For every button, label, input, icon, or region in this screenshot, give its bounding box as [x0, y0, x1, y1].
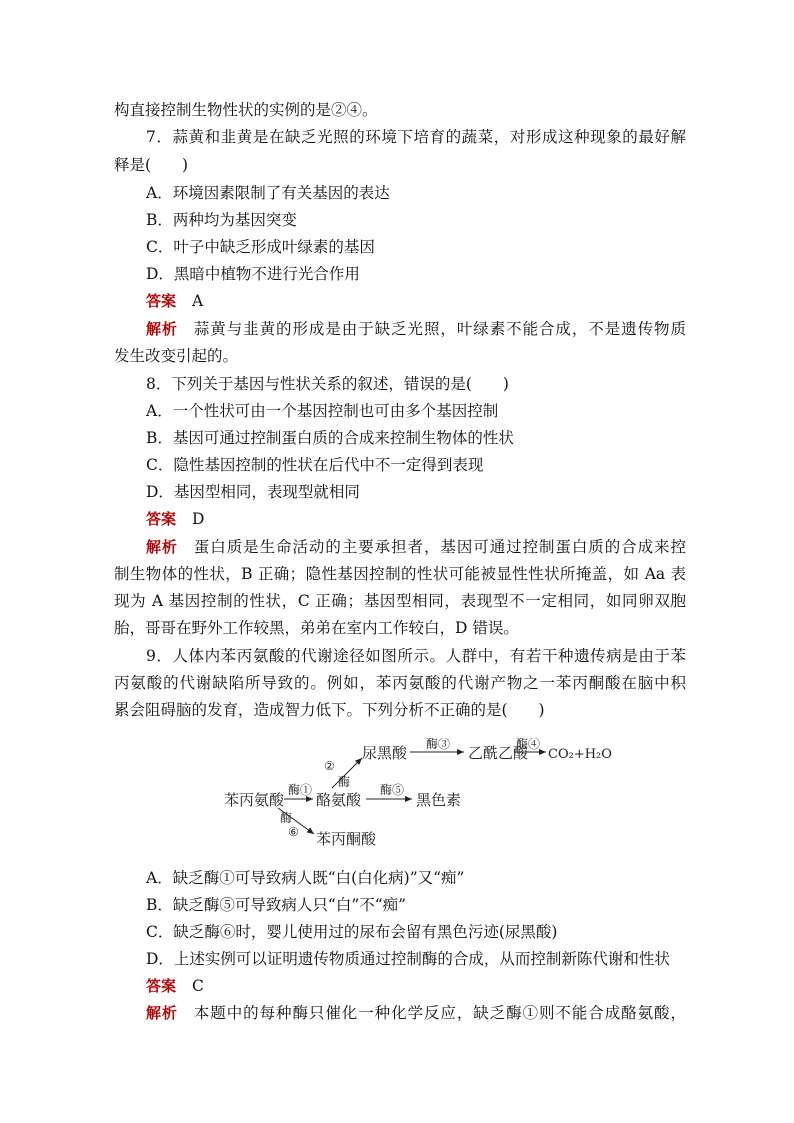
- q9-answer-value: C: [192, 977, 204, 995]
- q9-answer: [146, 976, 686, 996]
- q9-stem-line1: 9．人体内苯丙氨酸的代谢途径如图所示。人群中，有若干种遗传病是由于苯: [146, 647, 686, 665]
- q7-option-d: D．黑暗中植物不进行光合作用: [146, 265, 360, 283]
- q9-option-b: B．缺乏酶⑤可导致病人只“白”不“痴”: [146, 896, 407, 914]
- q8-analysis-line1: [146, 537, 686, 557]
- enzyme3-label: 酶③: [426, 738, 451, 751]
- q8-analysis-line4: 胎，哥哥在野外工作较黑，弟弟在室内工作较白，D 错误。: [114, 619, 519, 637]
- analysis-label: 解析: [146, 538, 178, 556]
- intro-line: 构直接控制生物性状的实例的是②④。: [114, 101, 378, 119]
- enzyme5-label: 酶⑤: [380, 783, 405, 797]
- q7-option-c: C．叶子中缺乏形成叶绿素的基因: [146, 238, 375, 256]
- enzyme1-label: 酶①: [288, 783, 313, 797]
- enzyme4-label: 酶④: [516, 738, 541, 751]
- answer-label: 答案: [146, 977, 177, 995]
- q7-answer-value: A: [192, 292, 204, 310]
- q9-option-c: C．缺乏酶⑥时，婴儿使用过的尿布会留有黑色污迹(尿黑酸): [146, 923, 558, 941]
- analysis-label: 解析: [146, 320, 178, 338]
- enzyme6-label: 酶: [280, 811, 293, 825]
- q8-answer-value: D: [192, 510, 205, 528]
- q7-answer: [146, 291, 686, 311]
- node-phenylalanine: 苯丙氨酸: [224, 791, 285, 809]
- q8-option-b: B．基因可通过控制蛋白质的合成来控制生物体的性状: [146, 429, 514, 447]
- q7-stem-line2: 释是( ): [114, 156, 189, 174]
- answer-label: 答案: [146, 292, 177, 310]
- q7-analysis-text1: 蒜黄与韭黄的形成是由于缺乏光照，叶绿素不能合成，不是遗传物质: [193, 320, 686, 338]
- node-phenylpyruvic-acid: 苯丙酮酸: [316, 830, 377, 848]
- metabolic-pathway-diagram: [220, 738, 612, 858]
- enzyme2-label: 酶: [338, 775, 351, 789]
- q9-option-d: D．上述实例可以证明遗传物质通过控制酶的合成，从而控制新陈代谢和性状: [146, 950, 670, 968]
- q8-analysis-text1: 蛋白质是生命活动的主要承担者，基因可通过控制蛋白质的合成来控: [193, 538, 686, 556]
- q9-stem-line3: 累会阻碍脑的发育，造成智力低下。下列分析不正确的是( ): [114, 701, 545, 719]
- q8-stem-line1: 8．下列关于基因与性状关系的叙述，错误的是( ): [146, 375, 509, 393]
- q8-answer: [146, 509, 686, 529]
- node-homogentisic-acid: 尿黑酸: [362, 744, 408, 762]
- node-tyrosine: 酪氨酸: [316, 791, 362, 809]
- q8-option-d: D．基因型相同，表现型就相同: [146, 483, 360, 501]
- q7-analysis-line1: [146, 319, 686, 339]
- node-acetoacetic-acid: 乙酰乙酸: [468, 744, 529, 762]
- q9-analysis-line1: [146, 1003, 686, 1023]
- q8-option-c: C．隐性基因控制的性状在后代中不一定得到表现: [146, 456, 484, 474]
- answer-label: 答案: [146, 510, 177, 528]
- q9-analysis-text1: 本题中的每种酶只催化一种化学反应，缺乏酶①则不能合成酪氨酸，: [193, 1004, 686, 1022]
- q9-option-a: A．缺乏酶①可导致病人既“白(白化病)”又“痴”: [146, 869, 465, 887]
- node-co2-water: CO₂+H₂O: [548, 747, 612, 762]
- enzyme6-number: ⑥: [288, 825, 299, 839]
- q7-analysis-line2: 发生改变引起的。: [114, 347, 239, 365]
- enzyme2-number: ②: [324, 759, 335, 773]
- node-melanin: 黑色素: [416, 791, 462, 809]
- analysis-label: 解析: [146, 1004, 178, 1022]
- q8-analysis-line2: 制生物体的性状，B 正确；隐性基因控制的性状可能被显性性状所掩盖，如 Aa 表: [114, 565, 686, 583]
- q7-option-b: B．两种均为基因突变: [146, 211, 297, 229]
- q8-analysis-line3: 现为 A 基因控制的性状，C 正确；基因型相同，表现型不一定相同，如同卵双胞: [114, 592, 686, 610]
- q7-option-a: A．环境因素限制了有关基因的表达: [146, 184, 390, 202]
- q7-stem-line1: 7．蒜黄和韭黄是在缺乏光照的环境下培育的蔬菜，对形成这种现象的最好解: [146, 128, 686, 146]
- q8-option-a: A．一个性状可由一个基因控制也可由多个基因控制: [146, 402, 499, 420]
- q9-stem-line2: 丙氨酸的代谢缺陷所导致的。例如，苯丙氨酸的代谢产物之一苯丙酮酸在脑中积: [114, 674, 686, 692]
